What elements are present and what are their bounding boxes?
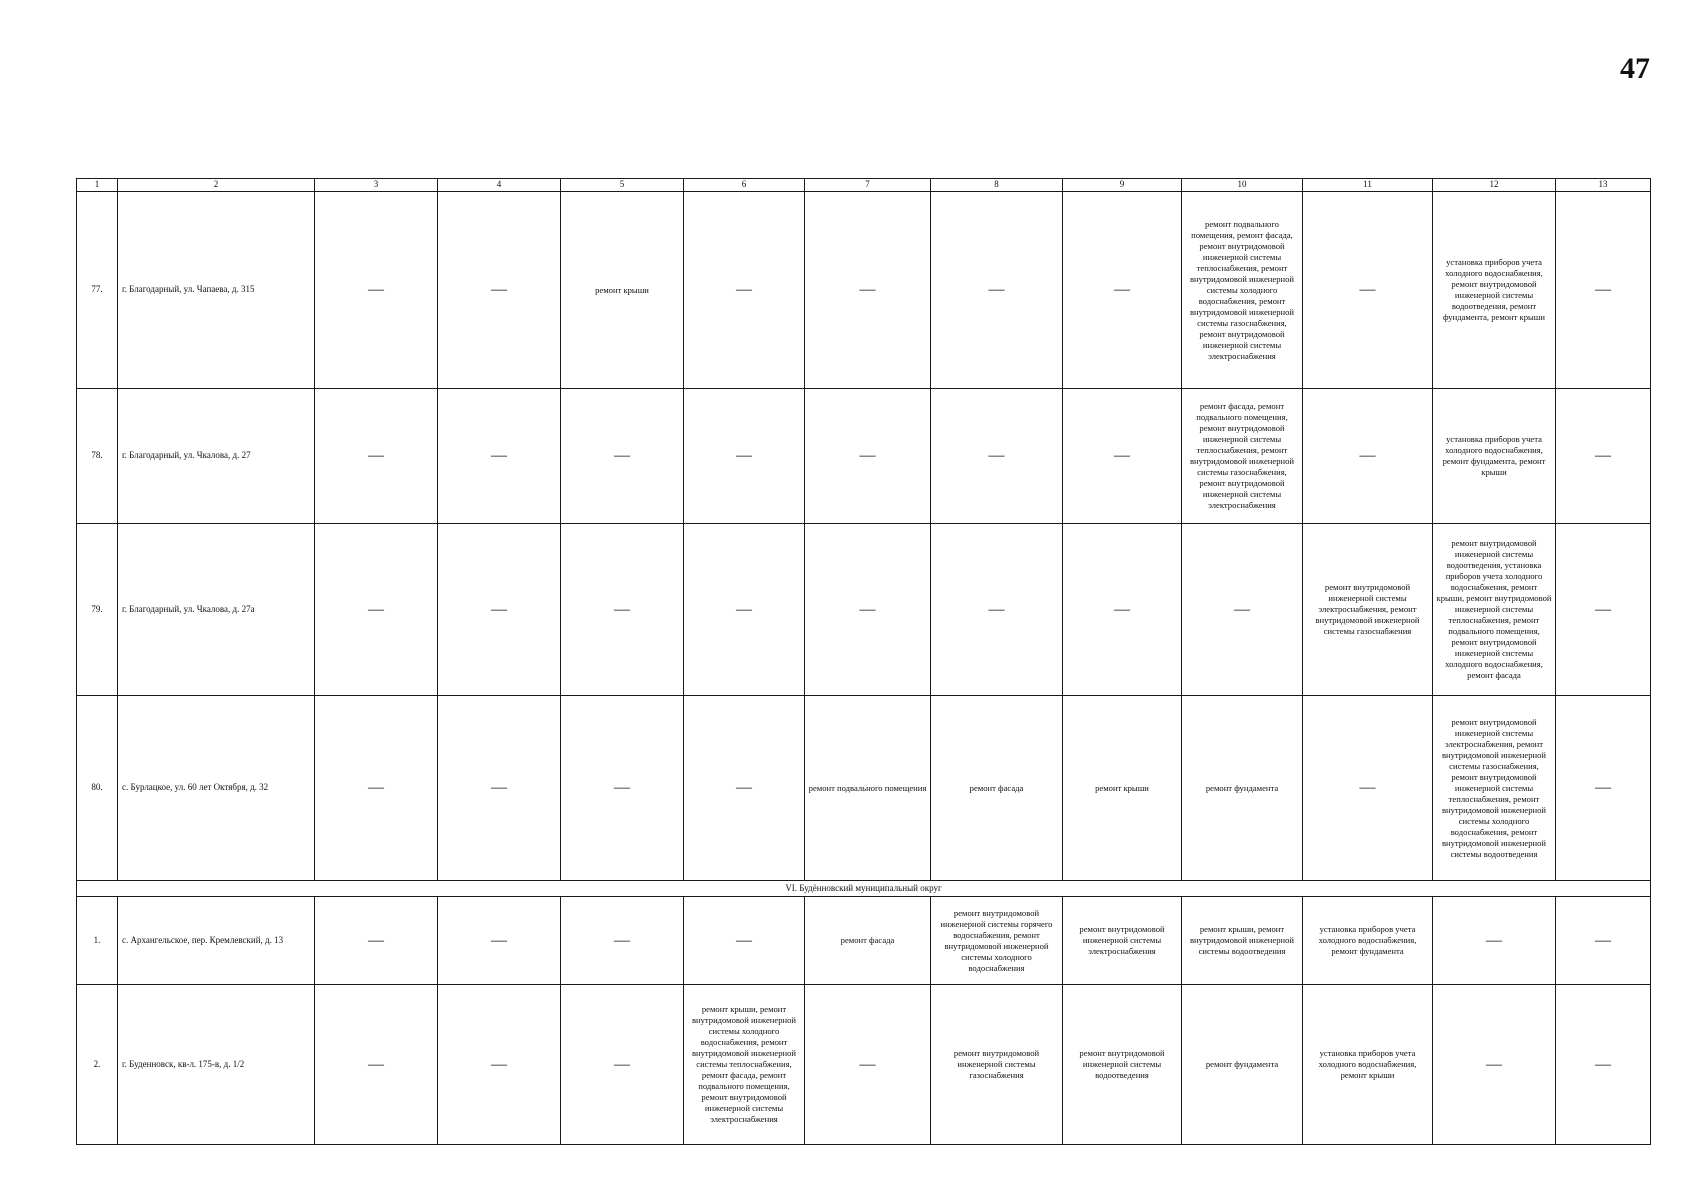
empty-dash-cell: — [805, 985, 931, 1145]
column-number-6: 6 [684, 179, 805, 192]
repair-work-cell: ремонт внутридомовой инженерной системы водоотведения, установка приборов учета холодного водоснабжения, ремонт крыши, ремонт внутридомовой инженерной системы теплоснабжения, ремонт подвального помещения, ремонт внутридомовой инженерной системы холодного водоснабжения, ремонт фасада [1433, 524, 1556, 696]
table-row [77, 389, 1651, 524]
repair-work-cell: ремонт внутридомовой инженерной системы электроснабжения, ремонт внутридомовой инженерной системы газоснабжения, ремонт внутридомовой инженерной системы теплоснабжения, ремонт внутридомовой инженерной системы холодного водоснабжения, ремонт внутридомовой инженерной системы водоотведения [1433, 696, 1556, 881]
empty-dash-cell: — [561, 897, 684, 985]
empty-dash-cell: — [315, 696, 438, 881]
empty-dash-cell: — [684, 192, 805, 389]
row-number: 77. [77, 192, 118, 389]
empty-dash-cell: — [684, 389, 805, 524]
empty-dash-cell: — [1303, 389, 1433, 524]
empty-dash-cell: — [438, 696, 561, 881]
table-row [77, 985, 1651, 1145]
repair-work-cell: ремонт подвального помещения [805, 696, 931, 881]
empty-dash-cell: — [1556, 696, 1651, 881]
repair-work-cell: ремонт крыши [1063, 696, 1182, 881]
empty-dash-cell: — [561, 696, 684, 881]
empty-dash-cell: — [315, 897, 438, 985]
repair-work-cell: ремонт крыши, ремонт внутридомовой инженерной системы холодного водоснабжения, ремонт внутридомовой инженерной системы теплоснабжения, ремонт фасада, ремонт подвального помещения, ремонт внутридомовой инженерной системы электроснабжения [684, 985, 805, 1145]
empty-dash-cell: — [1433, 897, 1556, 985]
row-address: г. Благодарный, ул. Чкалова, д. 27а [118, 524, 315, 696]
repair-work-cell: ремонт внутридомовой инженерной системы электроснабжения, ремонт внутридомовой инженерной системы газоснабжения [1303, 524, 1433, 696]
empty-dash-cell: — [805, 192, 931, 389]
repair-work-cell: ремонт фундамента [1182, 985, 1303, 1145]
empty-dash-cell: — [1063, 389, 1182, 524]
empty-dash-cell: — [561, 389, 684, 524]
table-body [77, 179, 1651, 1145]
empty-dash-cell: — [684, 897, 805, 985]
empty-dash-cell: — [931, 192, 1063, 389]
repair-work-cell: ремонт фасада, ремонт подвального помещения, ремонт внутридомовой инженерной системы теплоснабжения, ремонт внутридомовой инженерной системы газоснабжения, ремонт внутридомовой инженерной системы электроснабжения [1182, 389, 1303, 524]
column-number-10: 10 [1182, 179, 1303, 192]
row-address: г. Буденновск, кв-л. 175-в, д. 1/2 [118, 985, 315, 1145]
table-row [77, 696, 1651, 881]
empty-dash-cell: — [315, 389, 438, 524]
empty-dash-cell: — [684, 524, 805, 696]
page-number: 47 [1620, 52, 1650, 85]
empty-dash-cell: — [1556, 897, 1651, 985]
column-number-1: 1 [77, 179, 118, 192]
row-number: 2. [77, 985, 118, 1145]
empty-dash-cell: — [315, 985, 438, 1145]
row-number: 1. [77, 897, 118, 985]
column-number-4: 4 [438, 179, 561, 192]
column-number-7: 7 [805, 179, 931, 192]
repair-work-cell: ремонт крыши, ремонт внутридомовой инженерной системы водоотведения [1182, 897, 1303, 985]
empty-dash-cell: — [931, 389, 1063, 524]
row-address: с. Архангельское, пер. Кремлевский, д. 13 [118, 897, 315, 985]
empty-dash-cell: — [438, 389, 561, 524]
empty-dash-cell: — [1433, 985, 1556, 1145]
row-number: 78. [77, 389, 118, 524]
repair-work-cell: ремонт фасада [805, 897, 931, 985]
column-number-13: 13 [1556, 179, 1651, 192]
table-row [77, 897, 1651, 985]
repair-work-cell: установка приборов учета холодного водоснабжения, ремонт фундамента, ремонт крыши [1433, 389, 1556, 524]
empty-dash-cell: — [805, 389, 931, 524]
column-number-12: 12 [1433, 179, 1556, 192]
repair-work-cell: ремонт фундамента [1182, 696, 1303, 881]
empty-dash-cell: — [931, 524, 1063, 696]
column-number-row [77, 179, 1651, 192]
empty-dash-cell: — [1556, 389, 1651, 524]
table-row [77, 524, 1651, 696]
row-address: г. Благодарный, ул. Чкалова, д. 27 [118, 389, 315, 524]
column-number-9: 9 [1063, 179, 1182, 192]
empty-dash-cell: — [805, 524, 931, 696]
repair-work-cell: ремонт внутридомовой инженерной системы горячего водоснабжения, ремонт внутридомовой инженерной системы холодного водоснабжения [931, 897, 1063, 985]
empty-dash-cell: — [315, 524, 438, 696]
table-row [77, 192, 1651, 389]
repair-work-cell: установка приборов учета холодного водоснабжения, ремонт внутридомовой инженерной системы водоотведения, ремонт фундамента, ремонт крыши [1433, 192, 1556, 389]
repair-schedule-table [76, 178, 1651, 1145]
row-number: 79. [77, 524, 118, 696]
repair-work-cell: ремонт внутридомовой инженерной системы газоснабжения [931, 985, 1063, 1145]
empty-dash-cell: — [438, 985, 561, 1145]
row-number: 80. [77, 696, 118, 881]
column-number-2: 2 [118, 179, 315, 192]
column-number-11: 11 [1303, 179, 1433, 192]
empty-dash-cell: — [1303, 192, 1433, 389]
empty-dash-cell: — [1303, 696, 1433, 881]
empty-dash-cell: — [1063, 192, 1182, 389]
repair-work-cell: ремонт внутридомовой инженерной системы водоотведения [1063, 985, 1182, 1145]
empty-dash-cell: — [561, 985, 684, 1145]
empty-dash-cell: — [438, 897, 561, 985]
empty-dash-cell: — [1063, 524, 1182, 696]
repair-work-cell: ремонт фасада [931, 696, 1063, 881]
section-title: VI. Будённовский муниципальный округ [77, 881, 1651, 897]
row-address: г. Благодарный, ул. Чапаева, д. 315 [118, 192, 315, 389]
empty-dash-cell: — [1182, 524, 1303, 696]
column-number-5: 5 [561, 179, 684, 192]
empty-dash-cell: — [1556, 524, 1651, 696]
repair-work-cell: установка приборов учета холодного водоснабжения, ремонт крыши [1303, 985, 1433, 1145]
empty-dash-cell: — [684, 696, 805, 881]
repair-work-cell: установка приборов учета холодного водоснабжения, ремонт фундамента [1303, 897, 1433, 985]
repair-work-cell: ремонт подвального помещения, ремонт фасада, ремонт внутридомовой инженерной системы теплоснабжения, ремонт внутридомовой инженерной системы холодного водоснабжения, ремонт внутридомовой инженерной системы газоснабжения, ремонт внутридомовой инженерной системы электроснабжения [1182, 192, 1303, 389]
empty-dash-cell: — [1556, 192, 1651, 389]
empty-dash-cell: — [561, 524, 684, 696]
empty-dash-cell: — [438, 524, 561, 696]
repair-work-cell: ремонт внутридомовой инженерной системы электроснабжения [1063, 897, 1182, 985]
empty-dash-cell: — [1556, 985, 1651, 1145]
empty-dash-cell: — [438, 192, 561, 389]
empty-dash-cell: — [315, 192, 438, 389]
column-number-8: 8 [931, 179, 1063, 192]
row-address: с. Бурлацкое, ул. 60 лет Октября, д. 32 [118, 696, 315, 881]
section-header-row [77, 881, 1651, 897]
column-number-3: 3 [315, 179, 438, 192]
repair-work-cell: ремонт крыши [561, 192, 684, 389]
